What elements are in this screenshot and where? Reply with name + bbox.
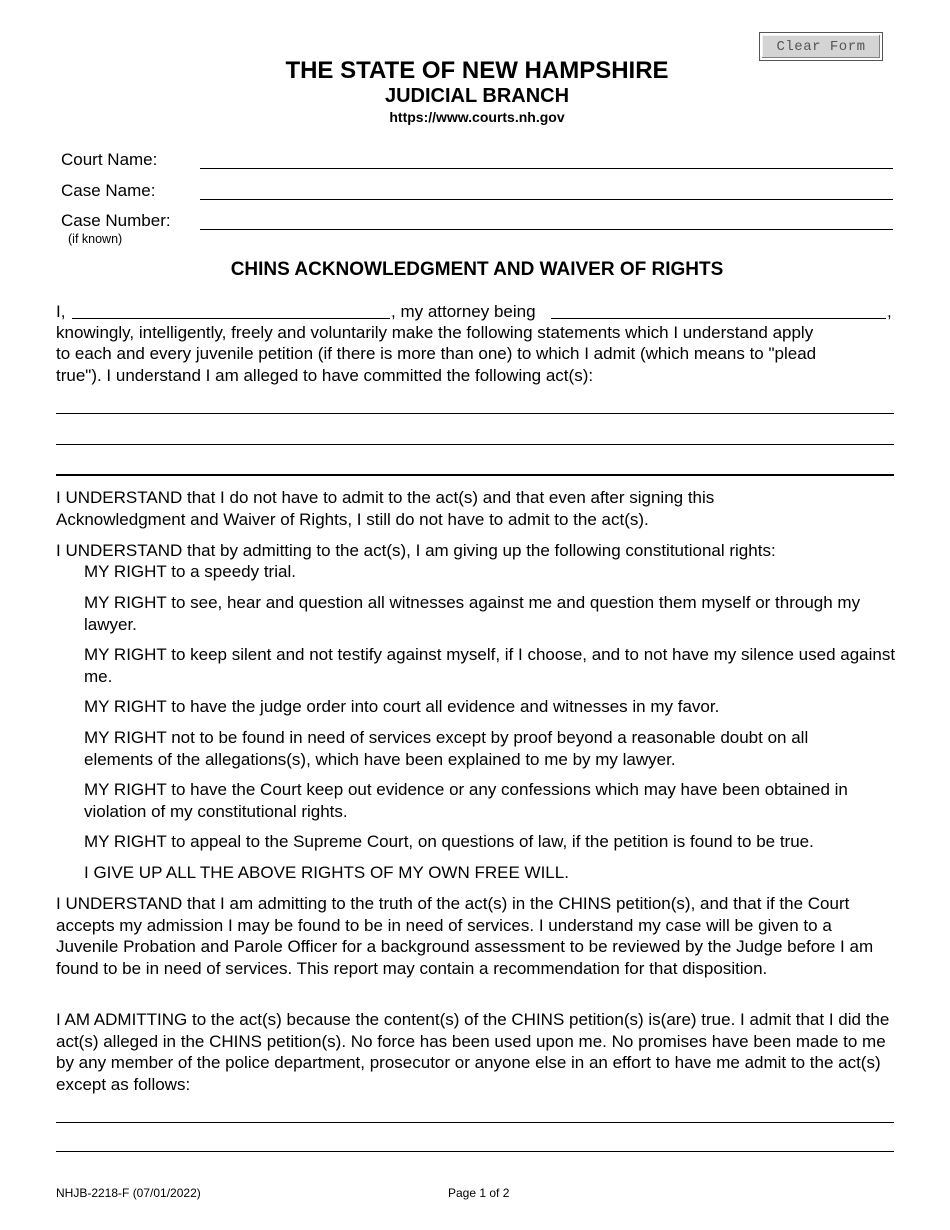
right-appeal: MY RIGHT to appeal to the Supreme Court, on questions of law, if the petition is found to be true.: [84, 832, 814, 851]
admitting-statement: I AM ADMITTING to the act(s) because the content(s) of the CHINS petition(s) is(are) true. I admit that I did the act(s) alleged in the CHINS petition(s). No force has been used upon me. No promises have been made to me by any member of the police department, prosecutor or anyone else in an effort to have me admit to the act(s) except as follows:: [56, 1010, 890, 1094]
form-title: CHINS ACKNOWLEDGMENT AND WAIVER OF RIGHTS: [230, 259, 724, 280]
case-number-label: Case Number:: [61, 211, 171, 230]
intro-line-2: knowingly, intelligently, freely and voluntarily make the following statements which I understand apply: [56, 323, 814, 342]
understand-giving-up: I UNDERSTAND that by admitting to the act(s), I am giving up the following constitutional rights:: [56, 541, 776, 560]
juvenile-name-field[interactable]: [72, 318, 390, 319]
right-speedy-trial: MY RIGHT to a speedy trial.: [84, 562, 296, 581]
right-witnesses: MY RIGHT to see, hear and question all witnesses against me and question them myself or through my lawyer.: [84, 593, 861, 634]
intro-line-3: to each and every juvenile petition (if there is more than one) to which I admit (which means to "plead: [56, 344, 817, 363]
right-silent: MY RIGHT to keep silent and not testify against myself, if I choose, and to not have my silence used against me.: [84, 645, 896, 686]
intro-line-4: true"). I understand I am alleged to have committed the following act(s):: [56, 366, 594, 385]
intro-comma: ,: [887, 302, 892, 321]
right-evidence-favor: MY RIGHT to have the judge order into court all evidence and witnesses in my favor.: [84, 697, 720, 716]
acts-line-1[interactable]: [56, 413, 894, 414]
court-name-label: Court Name:: [61, 150, 158, 169]
clear-form-button[interactable]: Clear Form: [760, 33, 882, 60]
attorney-name-field[interactable]: [551, 318, 886, 319]
case-name-field[interactable]: [200, 199, 893, 200]
state-heading: THE STATE OF NEW HAMPSHIRE: [285, 57, 669, 84]
court-name-field[interactable]: [200, 168, 893, 169]
promises-line-1[interactable]: [56, 1122, 894, 1123]
promises-line-2[interactable]: [56, 1151, 894, 1152]
case-number-field[interactable]: [200, 229, 893, 230]
understand-admitting: I UNDERSTAND that I am admitting to the truth of the act(s) in the CHINS petition(s), and that if the Court accepts my admission I may be found to be in need of services. I understand my case will be given to a Juvenile Probation and Parole Officer for a background assessment to be reviewed by the Judge before I am found to be in need of services. This report may contain a recommendation for that disposition.: [56, 894, 874, 978]
branch-heading: JUDICIAL BRANCH: [384, 85, 570, 107]
acts-line-3[interactable]: [56, 474, 894, 476]
if-known-note: (if known): [68, 232, 123, 246]
form-id: NHJB-2218-F (07/01/2022): [56, 1186, 201, 1200]
page-number: Page 1 of 2: [448, 1186, 510, 1200]
right-keep-out-evidence: MY RIGHT to have the Court keep out evidence or any confessions which may have been obtained in violation of my constitutional rights.: [84, 780, 848, 821]
intro-attorney-text: , my attorney being: [391, 302, 536, 321]
case-name-label: Case Name:: [61, 181, 156, 200]
court-url: https://www.courts.nh.gov: [389, 109, 565, 125]
right-proof: MY RIGHT not to be found in need of services except by proof beyond a reasonable doubt on all elements of the allegations(s), which have been explained to me by my lawyer.: [84, 728, 809, 769]
give-up-rights: I GIVE UP ALL THE ABOVE RIGHTS OF MY OWN FREE WILL.: [84, 863, 569, 882]
understand-no-admit: I UNDERSTAND that I do not have to admit to the act(s) and that even after signing this Acknowledgment and Waiver of Rights, I still do not have to admit to the act(s).: [56, 488, 715, 529]
intro-i: I,: [56, 302, 66, 321]
acts-line-2[interactable]: [56, 444, 894, 445]
